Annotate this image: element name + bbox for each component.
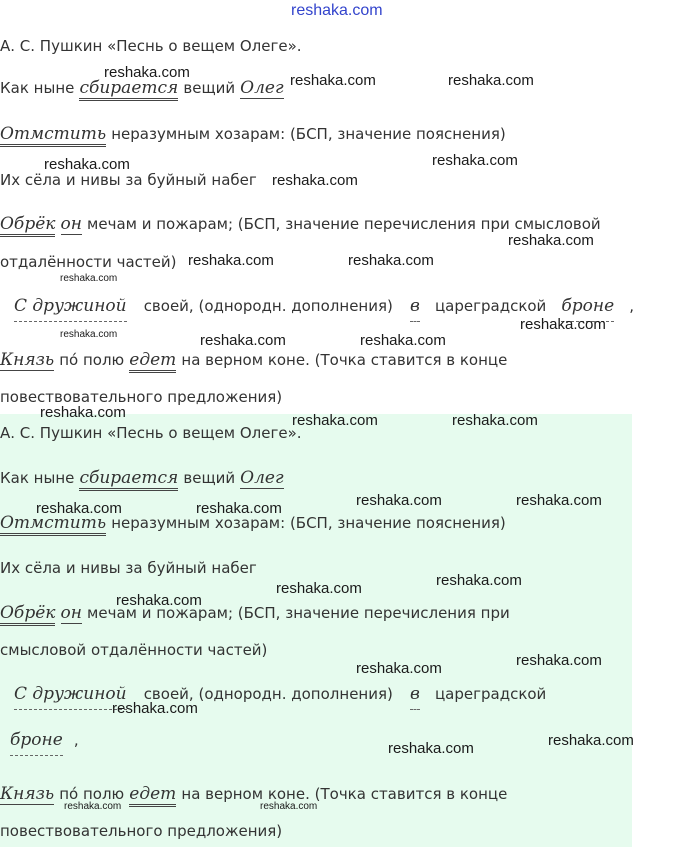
predicate-obrek-2: Обрёк — [0, 603, 55, 626]
watermark: reshaka.com — [348, 252, 434, 269]
watermark: reshaka.com — [260, 801, 318, 812]
watermark: reshaka.com — [448, 72, 534, 89]
predicate-otmstit: Отмстить — [0, 124, 106, 147]
watermark: reshaka.com — [520, 316, 606, 333]
watermark: reshaka.com — [40, 404, 126, 421]
subject-on-2: он — [60, 603, 82, 623]
subject-knyaz-2: Князь — [0, 784, 55, 804]
line-5 — [14, 296, 634, 316]
watermark: reshaka.com — [60, 329, 118, 340]
line-6-cont-2: повествовательного предложения) — [0, 822, 283, 840]
line-5-2 — [14, 684, 546, 704]
watermark: reshaka.com — [432, 152, 518, 169]
line-1-2 — [0, 468, 284, 488]
line-2 — [0, 124, 506, 144]
object-brone-2: броне — [10, 730, 63, 756]
watermark: reshaka.com — [516, 492, 602, 509]
line-4-rest: мечам и пожарам; (БСП, значение перечисления при смысловой — [87, 215, 601, 233]
watermark: reshaka.com — [360, 332, 446, 349]
line-3: Их сёла и нивы за буйный набег — [0, 171, 257, 189]
watermark: reshaka.com — [60, 273, 118, 284]
object-s-druzhinoy: С дружиной — [14, 296, 127, 322]
watermark: reshaka.com — [36, 500, 122, 517]
watermark: reshaka.com — [112, 700, 198, 717]
watermark: reshaka.com — [196, 500, 282, 517]
line-5b-2 — [10, 730, 79, 750]
watermark: reshaka.com — [356, 492, 442, 509]
poem-title-2: А. С. Пушкин «Песнь о вещем Олеге». — [0, 424, 302, 442]
line-4-cont: отдалённости частей) — [0, 253, 177, 271]
line-4-2 — [0, 603, 510, 623]
line-5-rest-2: своей, (однородн. дополнения) — [143, 685, 393, 703]
poem-title: А. С. Пушкин «Песнь о вещем Олеге». — [0, 37, 302, 55]
line-6-rest-2: на верном коне. (Точка ставится в конце — [181, 785, 508, 803]
subject-on: он — [60, 214, 82, 234]
word-kak-nyne-2: Как ныне — [0, 469, 75, 487]
watermark: reshaka.com — [548, 732, 634, 749]
word-veschiy-2: вещий — [183, 469, 236, 487]
watermark: reshaka.com — [104, 64, 190, 81]
watermark: reshaka.com — [64, 801, 122, 812]
word-tsaregradskoy: цареградской — [434, 297, 547, 315]
line-4-rest-2: мечам и пожарам; (БСП, значение перечисления при — [87, 604, 510, 622]
predicate-sobiraetsya-2: сбирается — [79, 468, 178, 491]
line-2-rest-2: неразумным хозарам: (БСП, значение пояснения) — [111, 514, 506, 532]
watermark: reshaka.com — [44, 156, 130, 173]
word-veschiy: вещий — [183, 79, 236, 97]
object-brone: броне — [561, 296, 614, 322]
watermark: reshaka.com — [508, 232, 594, 249]
watermark: reshaka.com — [200, 332, 286, 349]
predicate-edet: едет — [129, 350, 176, 373]
word-tsaregradskoy-2: цареградской — [434, 685, 547, 703]
subject-oleg: Олег — [240, 78, 284, 98]
predicate-otmstit-2: Отмстить — [0, 513, 106, 536]
line-1 — [0, 78, 284, 98]
watermark: reshaka.com — [356, 660, 442, 677]
watermark: reshaka.com — [290, 72, 376, 89]
word-po-polyu: по́ полю — [59, 351, 125, 369]
line-4-cont-2: смысловой отдалённости частей) — [0, 641, 268, 659]
line-6 — [0, 350, 507, 370]
line-3-2: Их сёла и нивы за буйный набег — [0, 559, 257, 577]
watermark: reshaka.com — [116, 592, 202, 609]
object-s-druzhinoy-2: С дружиной — [14, 684, 127, 710]
watermark: reshaka.com — [452, 412, 538, 429]
predicate-edet-2: едет — [129, 784, 176, 807]
comma-2: , — [73, 731, 79, 749]
line-4 — [0, 214, 601, 234]
word-po-polyu-2: по́ полю — [59, 785, 125, 803]
watermark: reshaka.com — [272, 172, 358, 189]
watermark: reshaka.com — [516, 652, 602, 669]
site-logo[interactable]: reshaka.com — [291, 2, 383, 19]
watermark: reshaka.com — [188, 252, 274, 269]
watermark: reshaka.com — [292, 412, 378, 429]
comma: , — [629, 297, 635, 315]
line-6-cont: повествовательного предложения) — [0, 388, 283, 406]
line-6-rest: на верном коне. (Точка ставится в конце — [181, 351, 508, 369]
object-v-2: в — [410, 684, 420, 710]
line-2-rest: неразумным хозарам: (БСП, значение пояснения) — [111, 125, 506, 143]
subject-knyaz: Князь — [0, 350, 55, 370]
line-5-rest: своей, (однородн. дополнения) — [143, 297, 393, 315]
predicate-obrek: Обрёк — [0, 214, 55, 237]
watermark: reshaka.com — [276, 580, 362, 597]
object-v: в — [410, 296, 420, 322]
watermark: reshaka.com — [388, 740, 474, 757]
word-kak-nyne: Как ныне — [0, 79, 75, 97]
watermark: reshaka.com — [436, 572, 522, 589]
subject-oleg-2: Олег — [240, 468, 284, 488]
predicate-sobiraetsya: сбирается — [79, 78, 178, 101]
